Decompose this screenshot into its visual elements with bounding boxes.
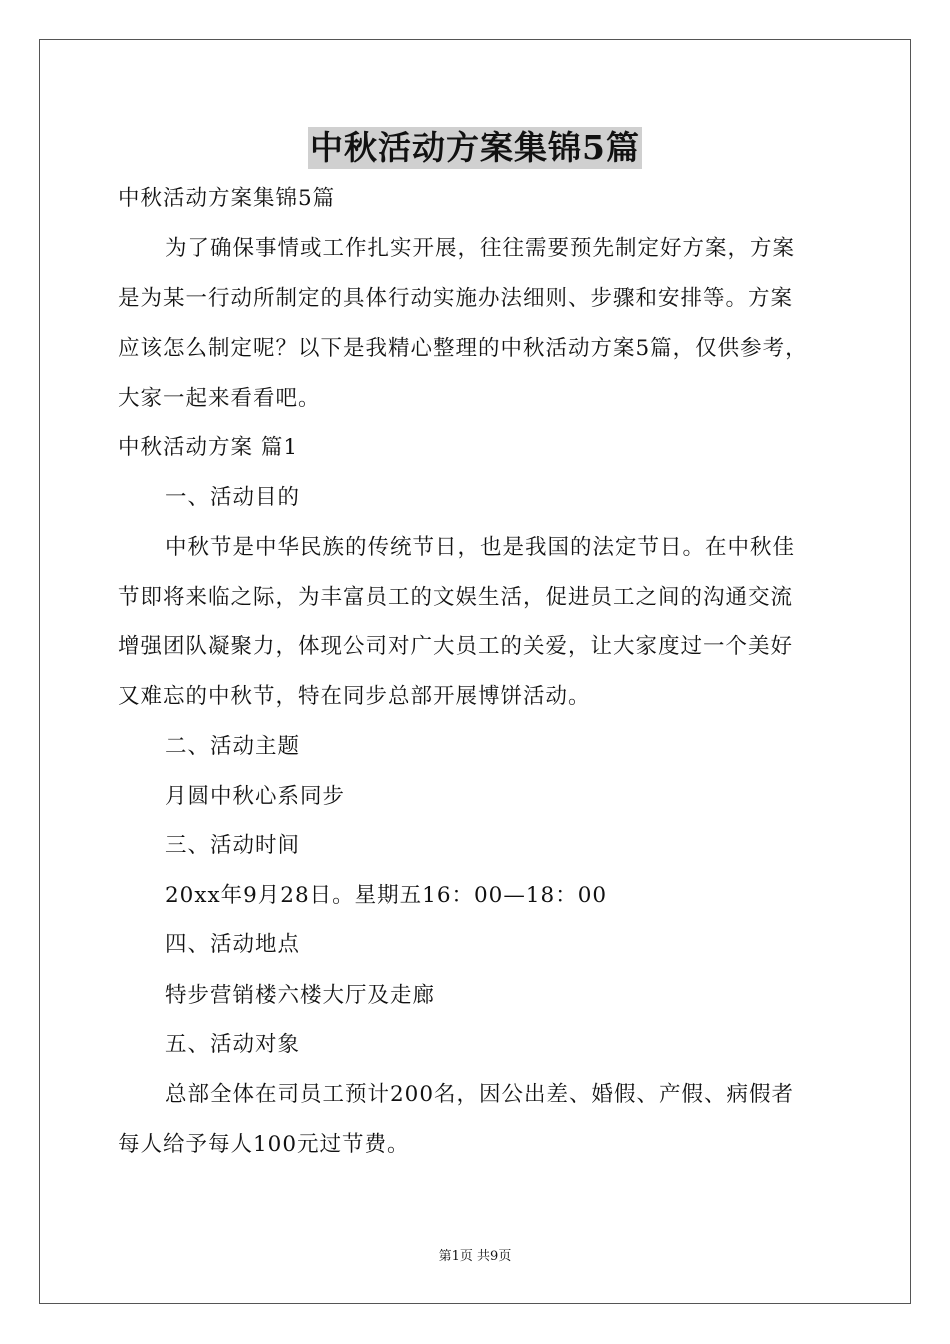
page-border — [39, 39, 911, 1304]
intro-line-1: 为了确保事情或工作扎实开展，往往需要预先制定好方案，方案 — [165, 236, 796, 261]
document-title: 中秋活动方案集锦5篇 — [310, 128, 640, 167]
purpose-line-1: 中秋节是中华民族的传统节日，也是我国的法定节日。在中秋佳 — [165, 535, 796, 560]
time-text: 20xx年9月28日。星期五16：00—18：00 — [165, 883, 608, 908]
page-footer: 第1页 共9页 — [438, 1249, 512, 1264]
section-title: 中秋活动方案 篇1 — [118, 435, 299, 460]
heading-time: 三、活动时间 — [165, 833, 301, 858]
purpose-line-4: 又难忘的中秋节，特在同步总部开展博饼活动。 — [118, 684, 591, 709]
intro-line-4: 大家一起来看看吧。 — [118, 386, 321, 411]
intro-line-2: 是为某一行动所制定的具体行动实施办法细则、步骤和安排等。方案 — [118, 286, 794, 311]
heading-purpose: 一、活动目的 — [165, 485, 301, 510]
purpose-line-3: 增强团队凝聚力，体现公司对广大员工的关爱，让大家度过一个美好 — [118, 634, 794, 659]
heading-audience: 五、活动对象 — [165, 1032, 301, 1057]
theme-text: 月圆中秋心系同步 — [165, 784, 346, 809]
heading-location: 四、活动地点 — [165, 932, 301, 957]
audience-line-1: 总部全体在司员工预计200名，因公出差、婚假、产假、病假者 — [165, 1082, 795, 1107]
audience-line-2: 每人给予每人100元过节费。 — [118, 1132, 410, 1157]
purpose-line-2: 节即将来临之际，为丰富员工的文娱生活，促进员工之间的沟通交流 — [118, 585, 794, 610]
intro-line-3: 应该怎么制定呢？以下是我精心整理的中秋活动方案5篇，仅供参考， — [118, 336, 808, 361]
document-subtitle: 中秋活动方案集锦5篇 — [118, 186, 336, 211]
location-text: 特步营销楼六楼大厅及走廊 — [165, 983, 436, 1008]
heading-theme: 二、活动主题 — [165, 734, 301, 759]
title-wrap — [0, 127, 950, 169]
